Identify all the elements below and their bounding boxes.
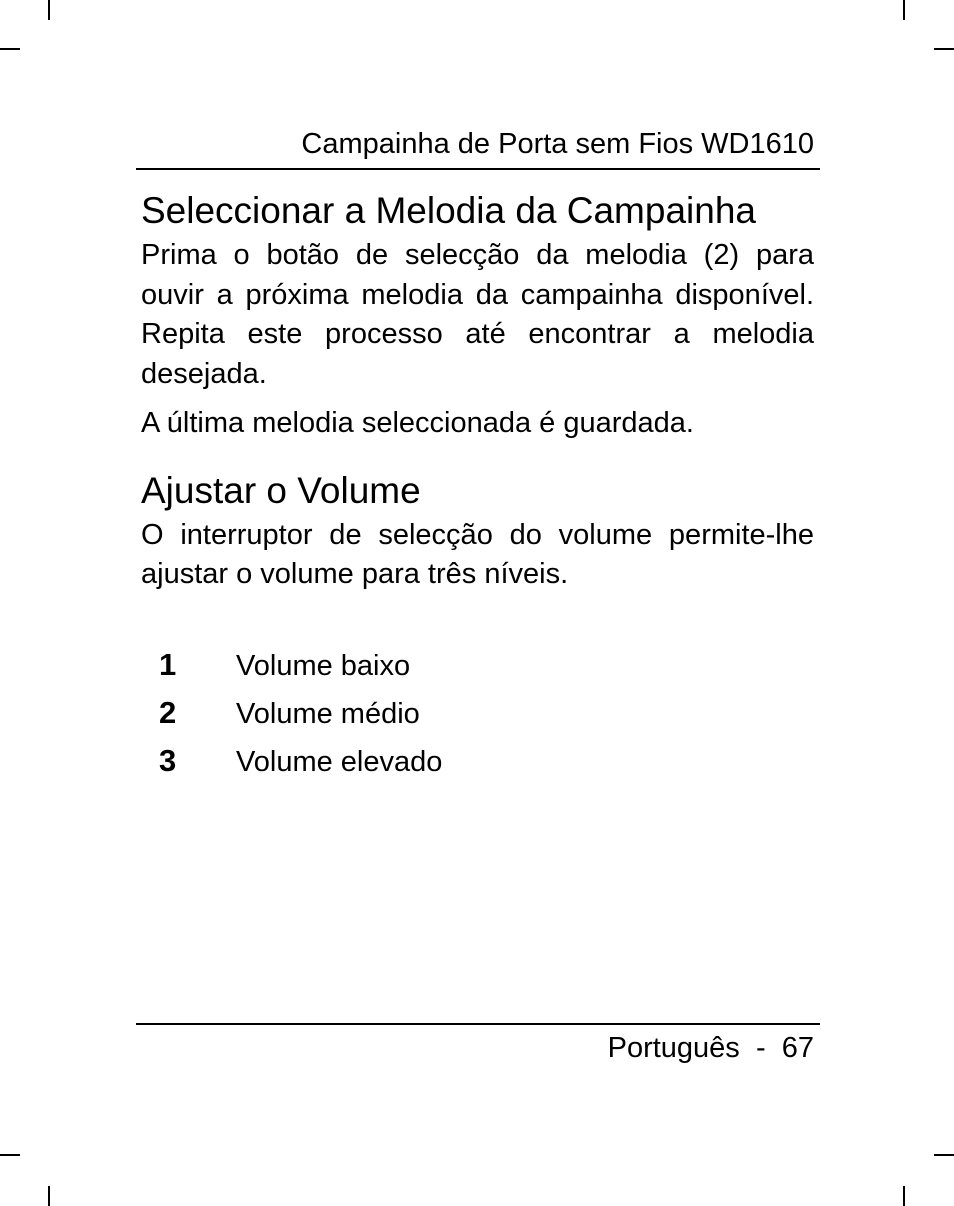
- volume-levels-list: [141, 647, 814, 791]
- crop-mark-top-right-horizontal: [934, 48, 954, 50]
- footer-language: Português: [607, 1032, 740, 1064]
- crop-mark-bottom-right: [903, 1186, 905, 1206]
- page-number: 67: [781, 1032, 814, 1064]
- volume-level-number: 2: [159, 694, 177, 730]
- volume-level-label: Volume médio: [236, 697, 420, 730]
- crop-mark-bottom-left-horizontal: [0, 1154, 20, 1156]
- footer-rule: [136, 1023, 820, 1025]
- volume-level-label: Volume baixo: [236, 649, 411, 682]
- list-item: [141, 695, 814, 743]
- page-content: [141, 188, 814, 791]
- crop-mark-top-left: [48, 0, 50, 20]
- volume-level-number: 3: [159, 742, 177, 778]
- section-heading-volume: Ajustar o Volume: [141, 469, 421, 511]
- running-footer: [136, 1030, 814, 1066]
- volume-instructions: O interruptor de selecção do volume permite-lhe ajustar o volume para três níveis.: [141, 518, 814, 590]
- volume-level-number: 1: [159, 646, 177, 682]
- crop-mark-top-right: [903, 0, 905, 20]
- volume-level-label: Volume elevado: [236, 745, 443, 778]
- crop-mark-bottom-right-horizontal: [934, 1154, 954, 1156]
- crop-mark-top-left-horizontal: [0, 48, 20, 50]
- melody-instructions: Prima o botão de selecção da melodia (2) para ouvir a próxima melodia da campainha disponível. Repita este processo até encontrar a melodia desejada.: [141, 239, 814, 390]
- header-rule: [136, 168, 820, 170]
- melody-saved-note: A última melodia seleccionada é guardada.: [141, 407, 694, 439]
- running-header: Campainha de Porta sem Fios WD1610: [301, 128, 814, 160]
- section-heading-melody: Seleccionar a Melodia da Campainha: [141, 190, 756, 231]
- list-item: [141, 743, 814, 791]
- footer-separator: -: [755, 1032, 766, 1064]
- crop-mark-bottom-left: [48, 1186, 50, 1206]
- list-item: [141, 647, 814, 695]
